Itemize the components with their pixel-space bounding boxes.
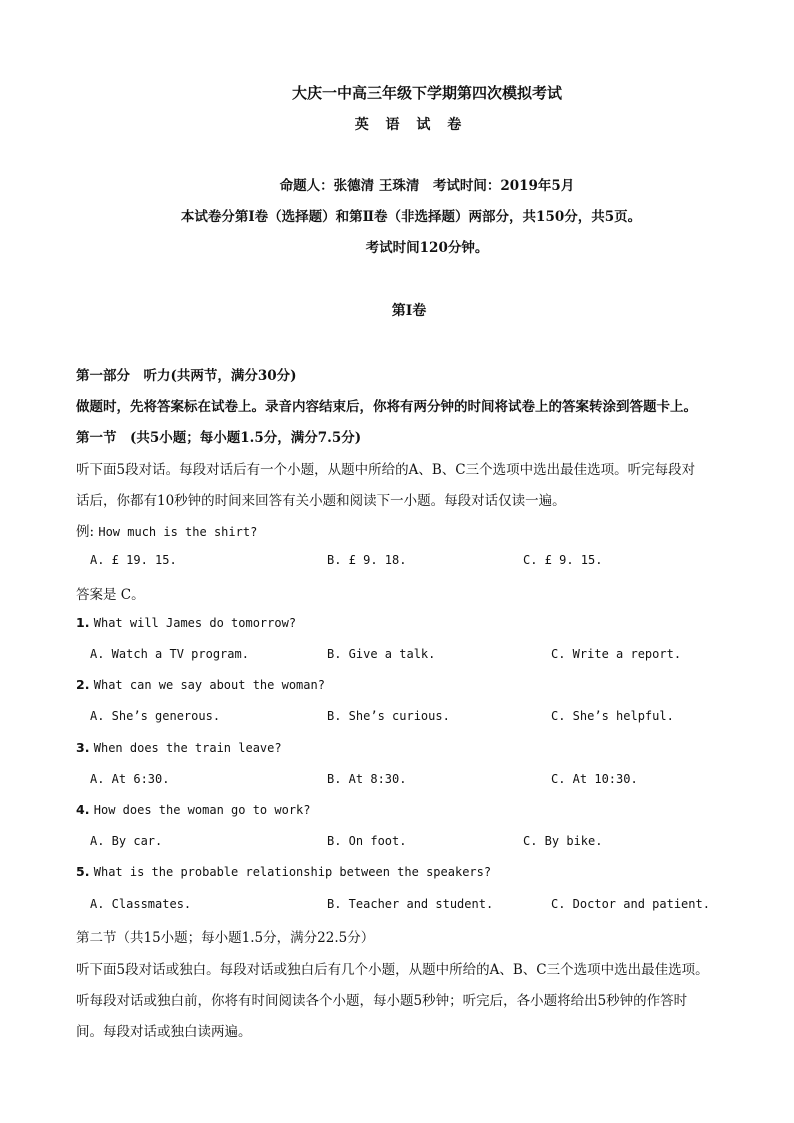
question-1-option-b: B. Give a talk. xyxy=(327,647,436,661)
question-number: 3. xyxy=(76,740,90,755)
example-question xyxy=(76,520,257,540)
question-text: How does the woman go to work? xyxy=(93,803,311,817)
question-1-option-a: A. Watch a TV program. xyxy=(90,647,249,661)
example-question-text: How much is the shirt? xyxy=(98,525,258,539)
question-5 xyxy=(76,864,491,880)
exam-duration-line: 考试时间120分钟。 xyxy=(365,240,489,256)
question-number: 5. xyxy=(76,864,90,879)
section2-directions-line1: 听下面5段对话或独白。每段对话或独白后有几个小题，从题中所给的A、B、C三个选项中选出最佳选项。 xyxy=(76,962,709,978)
example-label: 例: xyxy=(76,524,95,540)
question-number: 4. xyxy=(76,802,90,817)
exam-structure-line: 本试卷分第Ⅰ卷（选择题）和第Ⅱ卷（非选择题）两部分，共150分，共5页。 xyxy=(180,209,642,225)
part1-heading: 第一部分 听力(共两节，满分30分) xyxy=(76,368,297,384)
question-text: When does the train leave? xyxy=(93,741,282,755)
section1-directions-line2: 话后，你都有10秒钟的时间来回答有关小题和阅读下一小题。每段对话仅读一遍。 xyxy=(76,493,566,509)
section2-directions-line2: 听每段对话或独白前，你将有时间阅读各个小题，每小题5秒钟；听完后，各小题将给出5秒钟的作答时 xyxy=(76,993,688,1009)
question-2-option-b: B. She’s curious. xyxy=(327,709,450,723)
question-5-option-a: A. Classmates. xyxy=(90,897,192,911)
exam-authors-line: 命题人：张德清 王珠清 考试时间：2019年5月 xyxy=(279,178,575,194)
question-1 xyxy=(76,615,296,631)
example-option-a: A. £ 19. 15. xyxy=(90,553,177,567)
question-4 xyxy=(76,802,311,818)
question-4-option-b: B. On foot. xyxy=(327,834,407,848)
question-4-option-a: A. By car. xyxy=(90,834,163,848)
section2-heading: 第二节（共15小题；每小题1.5分，满分22.5分） xyxy=(76,930,375,946)
question-4-option-c: C. By bike. xyxy=(523,834,603,848)
question-5-option-c: C. Doctor and patient. xyxy=(551,897,710,911)
question-3-option-b: B. At 8:30. xyxy=(327,772,407,786)
question-text: What will James do tomorrow? xyxy=(93,616,297,630)
question-2 xyxy=(76,677,325,693)
volume-title: 第Ⅰ卷 xyxy=(391,303,427,319)
section1-directions-line1: 听下面5段对话。每段对话后有一个小题，从题中所给的A、B、C三个选项中选出最佳选项。听完每段对 xyxy=(76,462,696,478)
question-2-option-c: C. She’s helpful. xyxy=(551,709,674,723)
question-1-option-c: C. Write a report. xyxy=(551,647,682,661)
part1-instruction: 做题时，先将答案标在试卷上。录音内容结束后，你将有两分钟的时间将试卷上的答案转涂到答题卡上。 xyxy=(76,399,697,415)
question-2-option-a: A. She’s generous. xyxy=(90,709,221,723)
question-3-option-a: A. At 6:30. xyxy=(90,772,170,786)
question-3-option-c: C. At 10:30. xyxy=(551,772,638,786)
example-answer: 答案是 C。 xyxy=(76,587,145,603)
example-option-b: B. £ 9. 18. xyxy=(327,553,407,567)
question-3 xyxy=(76,740,282,756)
example-option-c: C. £ 9. 15. xyxy=(523,553,603,567)
section2-directions-line3: 间。每段对话或独白读两遍。 xyxy=(76,1024,252,1040)
question-number: 2. xyxy=(76,677,90,692)
question-number: 1. xyxy=(76,615,90,630)
question-text: What is the probable relationship between the speakers? xyxy=(93,865,492,879)
exam-subtitle: 英 语 试 卷 xyxy=(354,117,468,133)
question-5-option-b: B. Teacher and student. xyxy=(327,897,494,911)
question-text: What can we say about the woman? xyxy=(93,678,325,692)
exam-title: 大庆一中高三年级下学期第四次模拟考试 xyxy=(291,84,562,102)
section1-heading: 第一节 (共5小题；每小题1.5分，满分7.5分) xyxy=(76,430,362,446)
